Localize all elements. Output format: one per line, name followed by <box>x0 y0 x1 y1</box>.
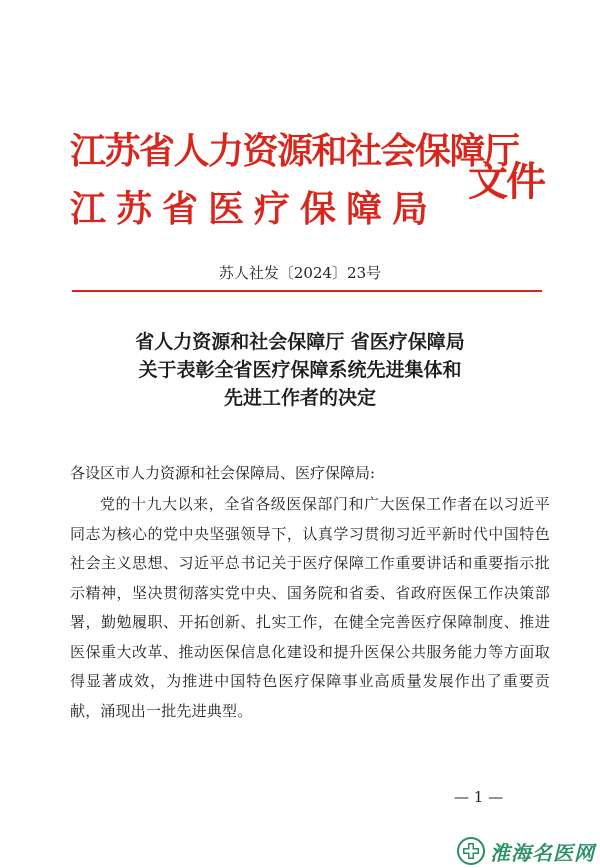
document-title <box>0 328 600 412</box>
watermark-text: 淮海名医网 <box>490 840 595 865</box>
body-paragraph: 党的十九大以来，全省各级医保部门和广大医保工作者在以习近平同志为核心的党中央坚强领导下，认真学习贯彻习近平新时代中国特色社会主义思想、习近平总书记关于医疗保障工作重要讲话和重要指示批示精神，坚决贯彻落实党中央、国务院和省委、省政府医保工作决策部署，勤勉履职、开拓创新、扎实工作，在健全完善医疗保障制度、推进医保重大改革、推动医保信息化建设和提升医保公共服务能力等方面取得显著成效，为推进中国特色医疗保障事业高质量发展作出了重要贡献，涌现出一批先进典型。 <box>70 495 550 720</box>
title-line-2: 关于表彰全省医疗保障系统先进集体和 <box>138 359 462 381</box>
issuer-name-medical-security: 江苏省医疗保障局 <box>70 188 439 230</box>
document-number: 苏人社发〔2024〕23号 <box>218 264 382 282</box>
document-body <box>70 458 550 726</box>
red-divider <box>72 290 542 292</box>
page-number: — 1 — <box>454 788 504 806</box>
document-suffix: 文件 <box>468 158 544 205</box>
salutation: 各设区市人力资源和社会保障局、医疗保障局: <box>70 464 376 482</box>
title-line-3: 先进工作者的决定 <box>223 387 376 409</box>
site-watermark <box>456 836 595 866</box>
medical-cross-logo-icon <box>456 836 486 866</box>
issuer-name-hrss: 江苏省人力资源和社会保障厅 <box>70 130 519 172</box>
title-line-1: 省人力资源和社会保障厅 省医疗保障局 <box>135 331 465 353</box>
